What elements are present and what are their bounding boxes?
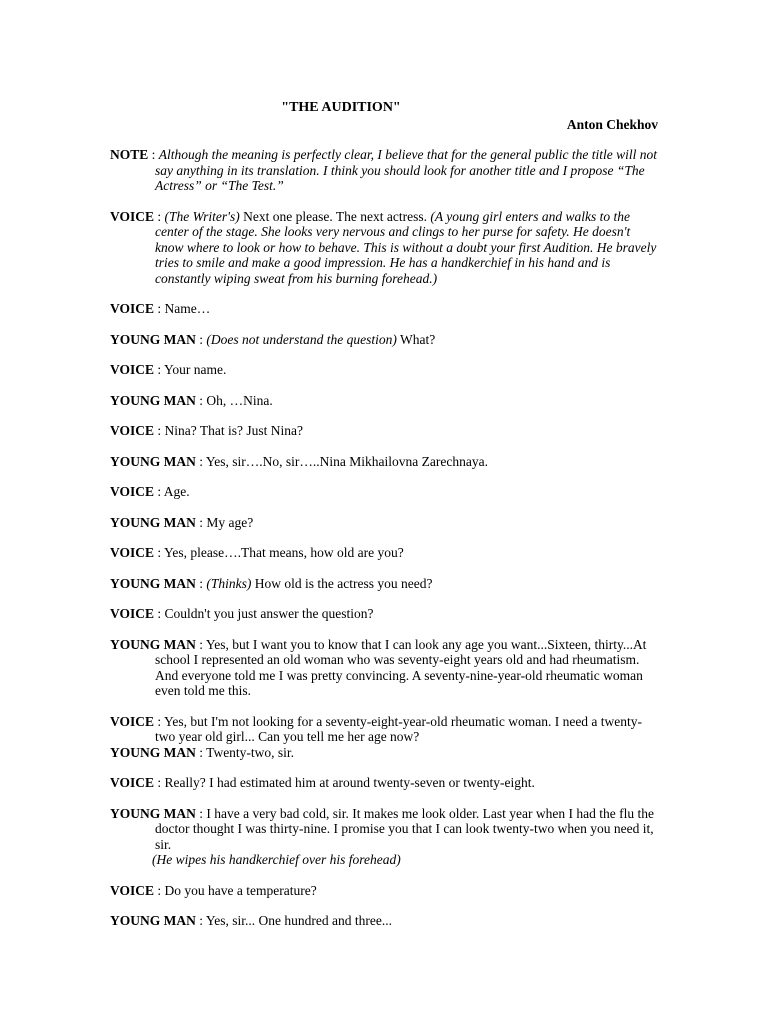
dialogue-line: YOUNG MAN : (Thinks) How old is the actress you need? [110, 575, 433, 591]
speaker-name: VOICE [110, 362, 154, 377]
speaker-name: VOICE [110, 713, 154, 729]
dialogue-text: How old is the actress you need? [251, 575, 433, 591]
dialogue-line: VOICE : Your name. [110, 362, 227, 377]
stage-direction-text: (A young girl enters and walks to the center of the stage. She looks very nervous and clings to her purse for safety. He doesn't know where to look or how to behave. This is without a doubt your first Audition. He bravely tries to smile and make a good impression. He has a handkerchief in his hand and is constantly wiping sweat from his burning forehead.) [155, 208, 657, 286]
dialogue-text: Nina? That is? Just Nina? [164, 423, 303, 438]
speaker-name: YOUNG MAN [110, 636, 196, 652]
speaker-name: VOICE [110, 775, 154, 790]
dialogue-text: Age. [163, 484, 190, 499]
dialogue-text: Really? I had estimated him at around twenty-seven or twenty-eight. [164, 775, 535, 790]
dialogue-text: Yes, but I'm not looking for a seventy-eight-year-old rheumatic woman. I need a twenty-two year old girl... Can you tell me her age now? [155, 713, 643, 744]
dialogue-text: Couldn't you just answer the question? [164, 606, 374, 621]
dialogue-line: YOUNG MAN : Twenty-two, sir. [110, 744, 295, 760]
stage-direction-text: (Does not understand the question) [206, 331, 397, 347]
note-text: Although the meaning is perfectly clear, I believe that for the general public the title will not say anything in its translation. I think you should look for another title and I propose “The Actress” or “The Test.” [155, 147, 658, 193]
speaker-name: YOUNG MAN [110, 575, 196, 591]
speaker-name: VOICE [110, 423, 154, 438]
dialogue-line: VOICE : Age. [110, 484, 190, 499]
dialogue-line: VOICE : (The Writer's) Next one please. The next actress. (A young girl enters and walks to the center of the stage. She looks very nervous and clings to her purse for safety. He doesn't know where to look or how to behave. This is without a doubt your first Audition. He bravely tries to smile and make a good impression. He has a handkerchief in his hand and is constantly wiping sweat from his burning forehead.) [110, 208, 657, 286]
dialogue-text: Yes, sir... One hundred and three... [205, 913, 392, 928]
dialogue-line: YOUNG MAN : I have a very bad cold, sir. It makes me look older. Last year when I had the flu the doctor thought I was thirty-nine. I promise you that I can look twenty-two when you need it, sir. [110, 805, 654, 852]
dialogue-line: YOUNG MAN : Oh, …Nina. [110, 392, 273, 408]
dialogue-text: Yes, please….That means, how old are you? [164, 545, 404, 560]
dialogue-text: Yes, sir….No, sir…..Nina Mikhailovna Zarechnaya. [205, 453, 488, 469]
dialogue [110, 209, 660, 929]
dialogue-line: YOUNG MAN : My age? [110, 514, 254, 530]
dialogue-line: VOICE : Nina? That is? Just Nina? [110, 423, 303, 438]
dialogue-line: VOICE : Name… [110, 301, 211, 316]
speaker-name: YOUNG MAN [110, 744, 196, 760]
dialogue-line: VOICE : Yes, please….That means, how old are you? [110, 545, 404, 560]
dialogue-line: YOUNG MAN : (Does not understand the question) What? [110, 331, 436, 347]
speaker-name: VOICE [110, 208, 154, 224]
dialogue-line: VOICE : Do you have a temperature? [110, 882, 317, 898]
play-title: "THE AUDITION" [281, 100, 401, 115]
dialogue-text: I have a very bad cold, sir. It makes me look older. Last year when I had the flu the doctor thought I was thirty-nine. I promise you that I can look twenty-two when you need it, sir. [155, 805, 654, 852]
dialogue-text: Yes, but I want you to know that I can look any age you want...Sixteen, thirty...At school I represented an old woman who was seventy-eight years old and had rheumatism. And everyone told me I was pretty convincing. A seventy-nine-year-old rheumatic woman even told me this. [155, 636, 647, 698]
dialogue-line: YOUNG MAN : Yes, sir….No, sir…..Nina Mikhailovna Zarechnaya. [110, 453, 488, 469]
speaker-name: YOUNG MAN [110, 514, 196, 530]
author-name: Anton Chekhov [566, 117, 658, 132]
stage-direction-text: (Thinks) [206, 575, 252, 591]
speaker-name: VOICE [110, 484, 154, 499]
stage-direction-text: (The Writer's) [164, 208, 240, 224]
speaker-name: YOUNG MAN [110, 453, 196, 469]
speaker-name: YOUNG MAN [110, 392, 196, 408]
dialogue-text: Name… [164, 301, 211, 316]
speaker-name: VOICE [110, 606, 154, 621]
note-paragraph: NOTE : Although the meaning is perfectly clear, I believe that for the general public the title will not say anything in its translation. I think you should look for another title and I propose “The Actress” or “The Test.” [110, 147, 658, 193]
dialogue-text: Twenty-two, sir. [206, 744, 295, 760]
dialogue-text: Do you have a temperature? [164, 882, 317, 898]
dialogue-line: VOICE : Couldn't you just answer the question? [110, 606, 374, 621]
dialogue-text: My age? [206, 514, 254, 530]
speaker-name: VOICE [110, 301, 154, 316]
dialogue-line: VOICE : Really? I had estimated him at around twenty-seven or twenty-eight. [110, 775, 535, 790]
dialogue-line: VOICE : Yes, but I'm not looking for a seventy-eight-year-old rheumatic woman. I need a twenty-two year old girl... Can you tell me her age now? [110, 713, 643, 744]
speaker-name: YOUNG MAN [110, 913, 196, 928]
note-label: NOTE [110, 147, 149, 162]
speaker-name: YOUNG MAN [110, 331, 196, 347]
dialogue-text: Oh, …Nina. [206, 392, 273, 408]
dialogue-text: What? [396, 331, 436, 347]
dialogue-text: Your name. [164, 362, 227, 377]
dialogue-line: YOUNG MAN : Yes, sir... One hundred and three... [110, 913, 392, 928]
dialogue-line: YOUNG MAN : Yes, but I want you to know that I can look any age you want...Sixteen, thirty...At school I represented an old woman who was seventy-eight years old and had rheumatism. And everyone told me I was pretty convincing. A seventy-nine-year-old rheumatic woman even told me this. [110, 636, 647, 698]
stage-direction: (He wipes his handkerchief over his forehead) [152, 852, 401, 867]
dialogue-text: Next one please. The next actress. [239, 208, 431, 224]
speaker-name: VOICE [110, 545, 154, 560]
speaker-name: VOICE [110, 882, 154, 898]
speaker-name: YOUNG MAN [110, 805, 196, 821]
script-body [110, 147, 660, 944]
